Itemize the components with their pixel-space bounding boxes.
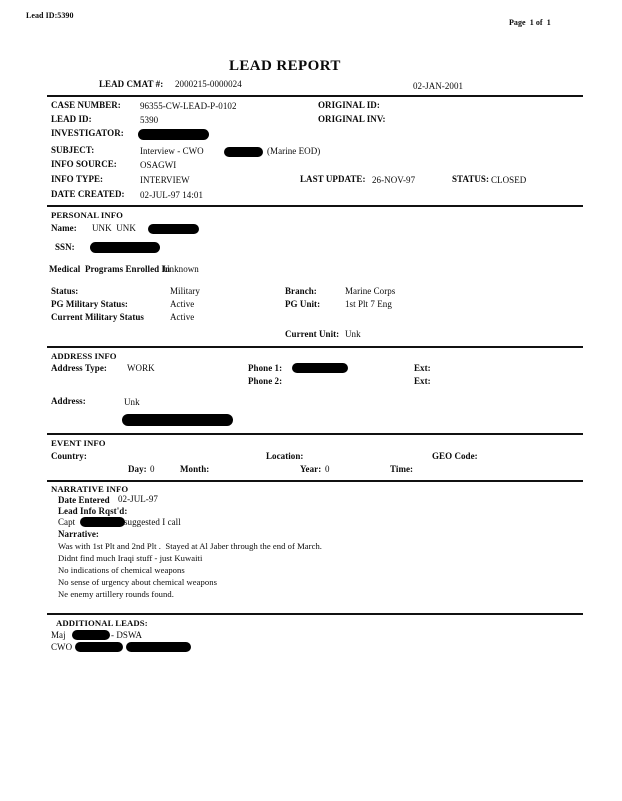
branch-label: Branch: bbox=[285, 286, 317, 296]
name-label: Name: bbox=[51, 223, 77, 233]
narrative-info-heading: NARRATIVE INFO bbox=[51, 484, 129, 494]
date-entered-value: 02-JUL-97 bbox=[118, 494, 158, 504]
lead-id-header: Lead ID:5390 bbox=[26, 11, 74, 20]
narrative-label: Narrative: bbox=[58, 529, 99, 539]
date-created-label: DATE CREATED: bbox=[51, 189, 125, 199]
day-label: Day: bbox=[128, 464, 147, 474]
date-created-value: 02-JUL-97 14:01 bbox=[140, 190, 203, 200]
additional-leads-heading: ADDITIONAL LEADS: bbox=[56, 618, 148, 628]
additional-lead-2-redaction-second bbox=[126, 642, 191, 652]
phone2-label: Phone 2: bbox=[248, 376, 283, 386]
divider-narrative-info bbox=[47, 480, 583, 482]
investigator-label: INVESTIGATOR: bbox=[51, 128, 124, 138]
narrative-line: No indications of chemical weapons bbox=[58, 565, 185, 575]
phone1-label: Phone 1: bbox=[248, 363, 283, 373]
name-value: UNK UNK bbox=[92, 223, 136, 233]
info-type-value: INTERVIEW bbox=[140, 175, 190, 185]
pg-unit-value: 1st Plt 7 Eng bbox=[345, 299, 392, 309]
subject-label: SUBJECT: bbox=[51, 145, 95, 155]
original-inv-label: ORIGINAL INV: bbox=[318, 114, 386, 124]
divider-event-info bbox=[47, 433, 583, 435]
cmat-label: LEAD CMAT #: bbox=[99, 79, 164, 89]
subject-value-prefix: Interview - CWO bbox=[140, 146, 204, 156]
current-unit-value: Unk bbox=[345, 329, 361, 339]
pg-military-status-label: PG Military Status: bbox=[51, 299, 128, 309]
narrative-line: No sense of urgency about chemical weapons bbox=[58, 577, 217, 587]
capt-name-redaction bbox=[80, 517, 125, 527]
divider-address-info bbox=[47, 346, 583, 348]
status-value: CLOSED bbox=[491, 175, 527, 185]
branch-value: Marine Corps bbox=[345, 286, 396, 296]
cmat-date: 02-JAN-2001 bbox=[413, 81, 464, 91]
lead-id-label: LEAD ID: bbox=[51, 114, 92, 124]
status-military-value: Military bbox=[170, 286, 200, 296]
lead-info-requested-label: Lead Info Rqst'd: bbox=[58, 506, 128, 516]
lead-id-value: 5390 bbox=[140, 115, 159, 125]
current-military-status-value: Active bbox=[170, 312, 195, 322]
investigator-redaction bbox=[138, 129, 209, 140]
info-type-label: INFO TYPE: bbox=[51, 174, 104, 184]
last-update-value: 26-NOV-97 bbox=[372, 175, 416, 185]
additional-lead-2-prefix: CWO bbox=[51, 642, 73, 652]
medical-programs-label: Medical Programs Enrolled In bbox=[49, 264, 171, 274]
current-military-status-label: Current Military Status bbox=[51, 312, 144, 322]
date-entered-label: Date Entered bbox=[58, 495, 110, 505]
personal-info-heading: PERSONAL INFO bbox=[51, 210, 124, 220]
location-label: Location: bbox=[266, 451, 304, 461]
year-value: 0 bbox=[325, 464, 330, 474]
ext2-label: Ext: bbox=[414, 376, 431, 386]
capt-line-prefix: Capt bbox=[58, 517, 76, 527]
ext1-label: Ext: bbox=[414, 363, 431, 373]
additional-lead-1-redaction bbox=[72, 630, 110, 640]
address-type-value: WORK bbox=[127, 363, 155, 373]
event-info-heading: EVENT INFO bbox=[51, 438, 106, 448]
ssn-label: SSN: bbox=[55, 242, 75, 252]
address-type-label: Address Type: bbox=[51, 363, 107, 373]
additional-lead-1-suffix: - DSWA bbox=[111, 630, 143, 640]
pg-unit-label: PG Unit: bbox=[285, 299, 321, 309]
country-label: Country: bbox=[51, 451, 87, 461]
case-number-value: 96355-CW-LEAD-P-0102 bbox=[140, 101, 237, 111]
pg-military-status-value: Active bbox=[170, 299, 195, 309]
medical-programs-value: Unknown bbox=[163, 264, 199, 274]
address-label: Address: bbox=[51, 396, 86, 406]
additional-lead-1-prefix: Maj bbox=[51, 630, 66, 640]
address-line2-redaction bbox=[122, 414, 233, 426]
status-label: STATUS: bbox=[452, 174, 490, 184]
narrative-line: Was with 1st Plt and 2nd Plt . Stayed at Al Jaber through the end of March. bbox=[58, 541, 322, 551]
info-source-label: INFO SOURCE: bbox=[51, 159, 117, 169]
last-update-label: LAST UPDATE: bbox=[300, 174, 366, 184]
capt-line-suffix: suggested I call bbox=[124, 517, 181, 527]
subject-redaction bbox=[224, 147, 263, 157]
year-label: Year: bbox=[300, 464, 322, 474]
divider-personal-info bbox=[47, 205, 583, 207]
divider-top bbox=[47, 95, 583, 97]
info-source-value: OSAGWI bbox=[140, 160, 177, 170]
additional-lead-2-redaction-first bbox=[75, 642, 123, 652]
ssn-redaction bbox=[90, 242, 160, 253]
status-military-label: Status: bbox=[51, 286, 79, 296]
address-value: Unk bbox=[124, 397, 140, 407]
narrative-line: Didnt find much Iraqi stuff - just Kuwaiti bbox=[58, 553, 203, 563]
subject-value-suffix: (Marine EOD) bbox=[267, 146, 321, 156]
divider-additional-leads bbox=[47, 613, 583, 615]
geo-code-label: GEO Code: bbox=[432, 451, 478, 461]
page-title: LEAD REPORT bbox=[229, 58, 341, 74]
phone1-redaction bbox=[292, 363, 348, 373]
case-number-label: CASE NUMBER: bbox=[51, 100, 121, 110]
day-value: 0 bbox=[150, 464, 155, 474]
name-redaction bbox=[148, 224, 199, 234]
original-id-label: ORIGINAL ID: bbox=[318, 100, 380, 110]
current-unit-label: Current Unit: bbox=[285, 329, 340, 339]
address-info-heading: ADDRESS INFO bbox=[51, 351, 117, 361]
month-label: Month: bbox=[180, 464, 210, 474]
cmat-value: 2000215-0000024 bbox=[175, 79, 242, 89]
page-number-label: Page 1 of 1 bbox=[509, 18, 551, 27]
time-label: Time: bbox=[390, 464, 414, 474]
narrative-line: Ne enemy artillery rounds found. bbox=[58, 589, 174, 599]
